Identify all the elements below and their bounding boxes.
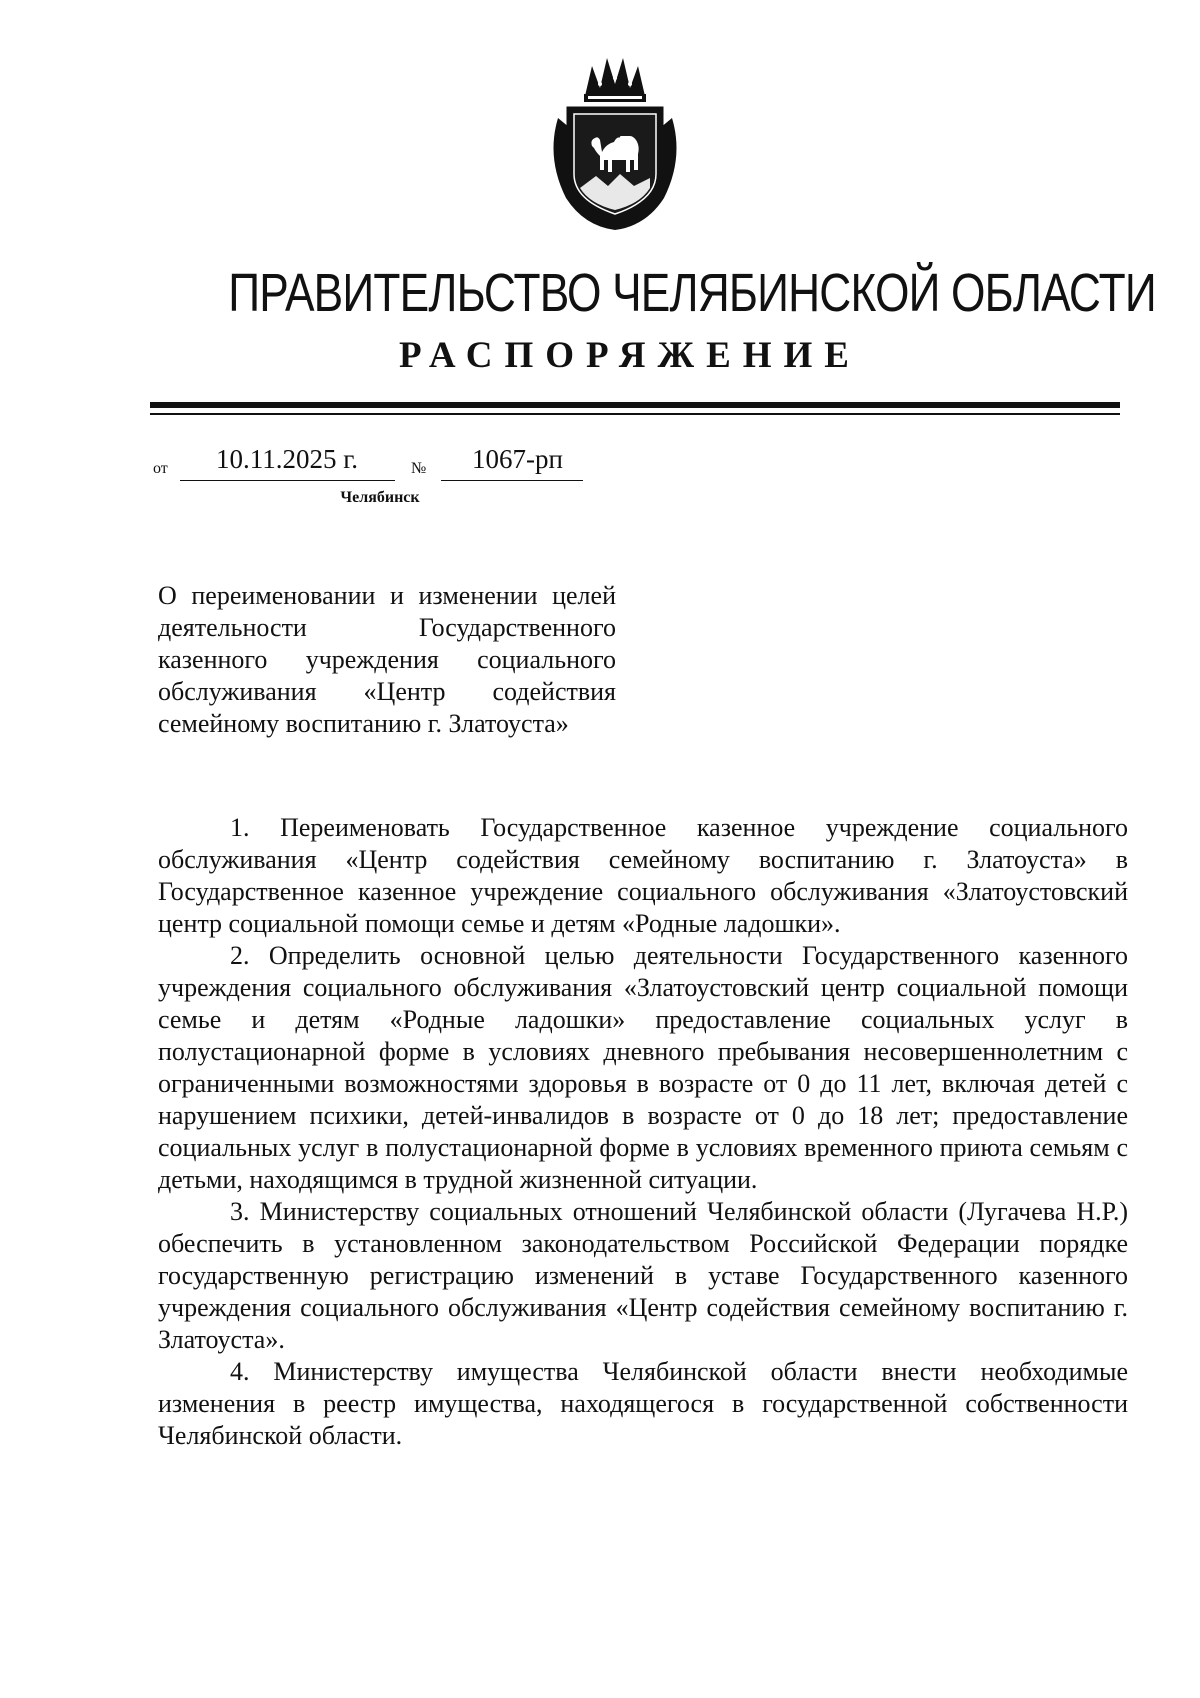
document-type: РАСПОРЯЖЕНИЕ [398,335,861,376]
document-date: 10.11.2025 г. [215,444,359,474]
header-rule-thin [150,413,1120,415]
body-paragraph-2: 2. Определить основной целью деятельности Государственного казенного учреждения социального обслуживания «Златоустовский центр социальной помощи семье и детям «Родные ладошки» предоставление социальных услуг в полустационарной форме в условиях дневного пребывания несовершеннолетним с ограниченными возможностями здоровья в возрасте от 0 до 11 лет, включая детей с нарушением психики, детей-инвалидов в возрасте от 0 до 18 лет; предоставление социальных услуг в полустационарной форме в условиях временного приюта семьям с детьми, находящимся в трудной жизненной ситуации. [158,941,1128,1194]
subject-line: семейному воспитанию г. Златоуста» [158,709,569,738]
document-body [158,812,1128,1452]
body-paragraph-4: 4. Министерству имущества Челябинской области внести необходимые изменения в реестр имущества, находящегося в государственной собственности Челябинской области. [158,1357,1128,1450]
date-underline [180,480,395,481]
subject-line: деятельности Государственного [158,613,616,642]
document-number: 1067-рп [472,444,563,474]
coat-of-arms-icon [540,48,690,238]
body-paragraph-3: 3. Министерству социальных отношений Челябинской области (Лугачева Н.Р.) обеспечить в установленном законодательством Российской Федерации порядке государственную регистрацию изменений в уставе Государственного казенного учреждения социального обслуживания «Центр содействия семейному воспитанию г. Златоуста». [158,1197,1128,1354]
city-name: Челябинск [340,489,420,506]
subject-block [158,580,616,740]
subject-line: казенного учреждения социального [158,645,616,674]
date-label: от [153,460,168,477]
body-paragraph-1: 1. Переименовать Государственное казенное учреждение социального обслуживания «Центр содействия семейному воспитанию г. Златоуста» в Государственное казенное учреждение социального обслуживания «Златоустовский центр социальной помощи семье и детям «Родные ладошки». [158,813,1128,938]
government-title: ПРАВИТЕЛЬСТВО ЧЕЛЯБИНСКОЙ ОБЛАСТИ [228,263,1156,323]
number-label: № [411,460,427,477]
subject-line: О переименовании и изменении целей [158,581,616,610]
number-underline [441,480,583,481]
subject-line: обслуживания «Центр содействия [158,677,616,706]
header-rule-thick [150,402,1120,408]
